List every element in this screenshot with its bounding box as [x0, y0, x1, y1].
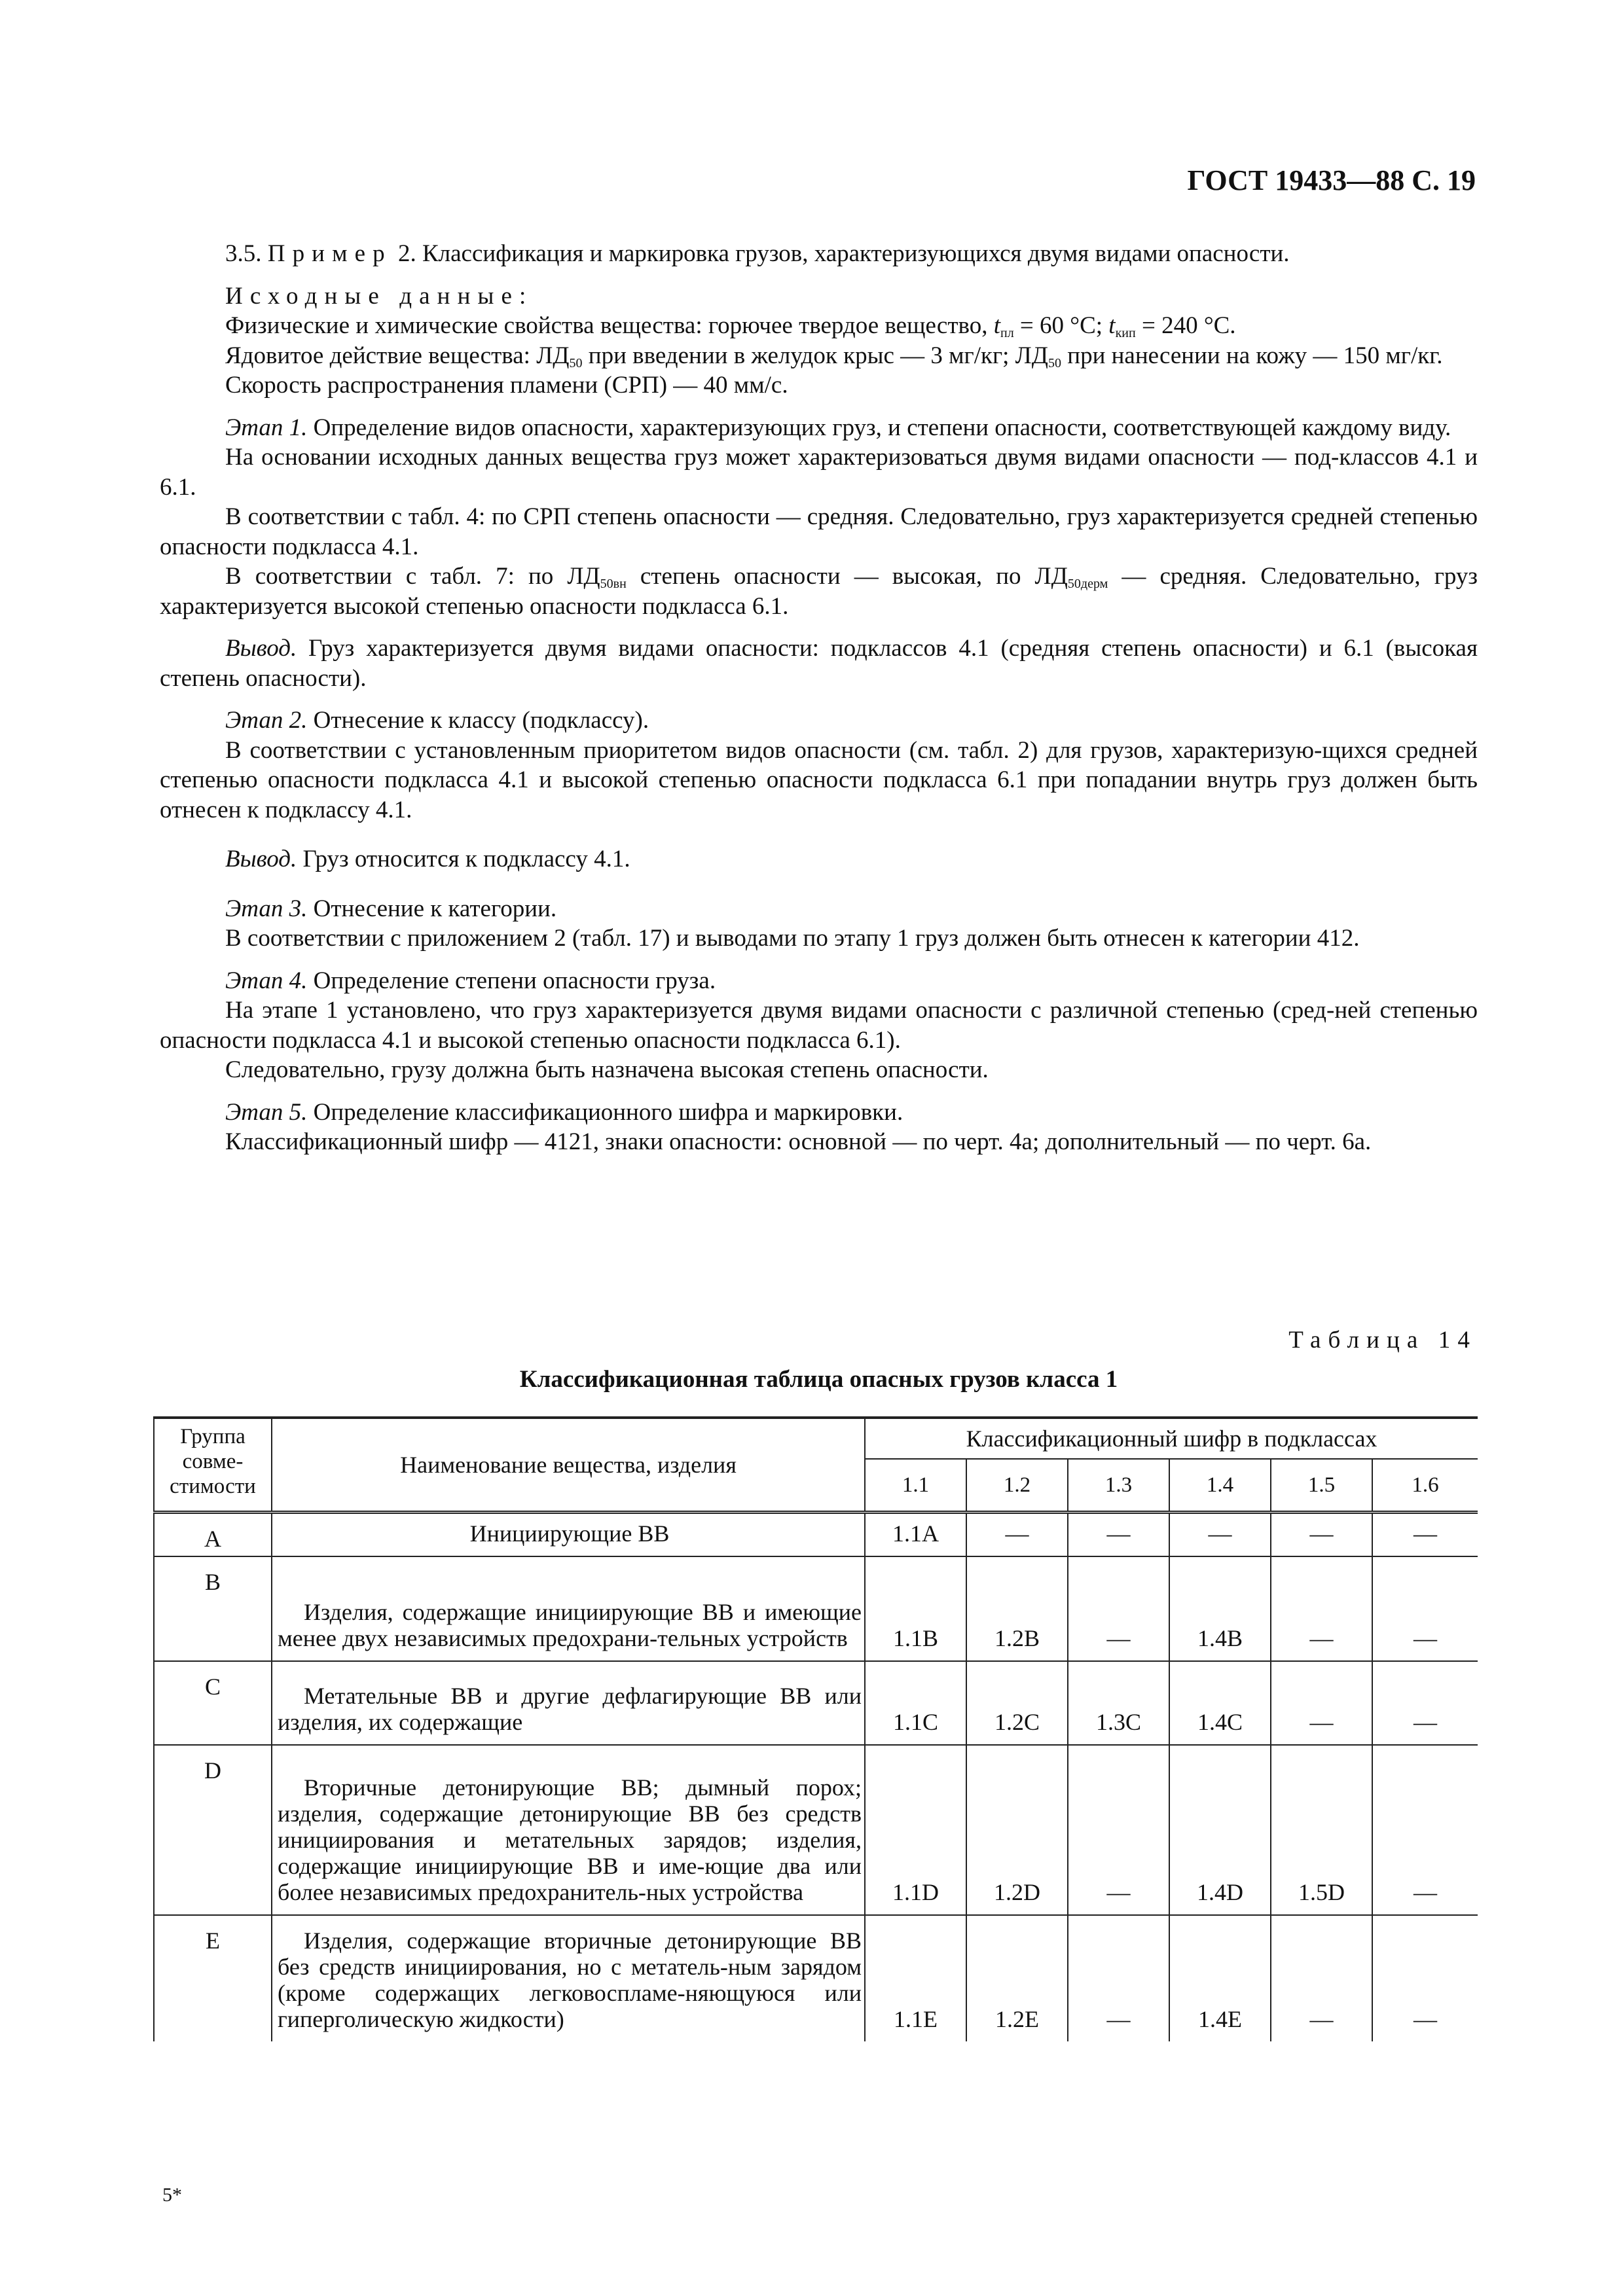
physical-text-c: = 240 °С.	[1135, 312, 1236, 339]
classification-code-cell: —	[1271, 1513, 1372, 1557]
classification-code-cell: —	[1068, 1556, 1169, 1661]
stage2-heading	[160, 706, 1478, 736]
stage3-heading	[160, 894, 1478, 924]
stage5-title: Определение классификационного шифра и маркировки.	[307, 1098, 903, 1126]
page-footer-mark: 5*	[162, 2184, 182, 2206]
example-heading	[160, 239, 1478, 269]
stage1-title: Определение видов опасности, характеризующих груз, и степени опасности, соответствующей каждому виду.	[307, 414, 1451, 441]
physical-text-b: = 60 °С;	[1013, 312, 1109, 339]
stage2-paragraph-1: В соответствии с установленным приоритетом видов опасности (см. табл. 2) для грузов, характеризую-щихся средней степенью опасности подкласса 4.1 и высокой степенью опасности подкласса 6.1 при попадании внутрь груз должен быть отнесен к подклассу 4.1.	[160, 736, 1478, 823]
table-row	[154, 1915, 1478, 2041]
stage1-label: Этап 1.	[225, 414, 308, 441]
classification-code-cell: 1.2С	[966, 1661, 1068, 1745]
document-body	[160, 239, 1478, 1157]
stage4-paragraph-2: Следовательно, грузу должна быть назначена высокая степень опасности.	[225, 1056, 989, 1083]
stage4-paragraph-1: На этапе 1 установлено, что груз характеризуется двумя видами опасности с различной степенью (сред-ней степенью опасности подкласса 4.1 и высокой степенью опасности подкласса 6.1).	[160, 997, 1478, 1054]
stage4-heading	[160, 966, 1478, 996]
compatibility-group-cell: C	[154, 1661, 272, 1745]
table-title: Классификационная таблица опасных грузов класса 1	[519, 1366, 1118, 1393]
stage2-title: Отнесение к классу (подклассу).	[307, 707, 649, 734]
stage1-conclusion-label: Вывод.	[225, 635, 297, 662]
substance-name-cell	[272, 1556, 865, 1661]
stage1-conclusion-text: Груз характеризуется двумя видами опасности: подклассов 4.1 (средняя степень опасности) и 6.1 (высокая степень опасности).	[160, 635, 1478, 692]
classification-code-cell: —	[1372, 1915, 1478, 2041]
melting-subscript: пл	[1000, 326, 1014, 340]
classification-code-cell: —	[1068, 1745, 1169, 1915]
substance-name-text: Изделия, содержащие вторичные детонирующие ВВ без средств инициирования, но с метатель-ным зарядом (кроме содержащих легковоспламе-няющуюся или гиперголическую жидкости)	[278, 1928, 862, 2032]
ld-oral-subscript: 50вн	[600, 577, 627, 591]
page-header: ГОСТ 19433—88 С. 19	[1187, 164, 1476, 196]
compatibility-group-cell: E	[154, 1915, 272, 2041]
substance-name-cell	[272, 1915, 865, 2041]
subclass-header: 1.5	[1271, 1459, 1372, 1513]
flame-speed: Скорость распространения пламени (СРП) — 40 мм/с.	[225, 372, 788, 399]
subclass-header: 1.4	[1169, 1459, 1271, 1513]
classification-code-cell: —	[1372, 1661, 1478, 1745]
substance-name-cell	[272, 1513, 865, 1557]
stage5-label: Этап 5.	[225, 1098, 308, 1126]
stage1-paragraph-2: В соответствии с табл. 4: по СРП степень опасности — средняя. Следовательно, груз характеризуется средней степенью опасности подкласса 4.1.	[160, 503, 1478, 560]
stage1-paragraph-3	[160, 562, 1478, 621]
t-symbol-1: t	[993, 312, 1000, 339]
stage3-paragraph-1: В соответствии с приложением 2 (табл. 17) и выводами по этапу 1 груз должен быть отнесен к категории 412.	[225, 925, 1360, 952]
classification-code-cell: 1.1D	[865, 1745, 966, 1915]
classification-code-cell: 1.2Е	[966, 1915, 1068, 2041]
compatibility-group-cell: B	[154, 1556, 272, 1661]
classification-code-cell: —	[1372, 1513, 1478, 1557]
stage2-conclusion	[160, 844, 1478, 874]
classification-code-cell: 1.5D	[1271, 1745, 1372, 1915]
classification-code-cell: 1.1А	[865, 1513, 966, 1557]
ld-subscript-1: 50	[569, 355, 583, 370]
substance-name-text: Вторичные детонирующие ВВ; дымный порох; изделия, содержащие детонирующие ВВ без средств инициирования и метательных зарядов; изделия, содержащие инициирующие ВВ и име-ющие два или более независимых предохранитель-ных устройства	[278, 1774, 862, 1905]
classification-code-cell: 1.1С	[865, 1661, 966, 1745]
classification-code-cell: 1.3С	[1068, 1661, 1169, 1745]
toxic-text-a: Ядовитое действие вещества: ЛД	[225, 342, 570, 369]
classification-table	[153, 1416, 1478, 2041]
classification-code-cell: —	[1372, 1556, 1478, 1661]
classification-code-cell: —	[1068, 1513, 1169, 1557]
classification-code-cell: 1.2D	[966, 1745, 1068, 1915]
classification-code-cell: —	[966, 1513, 1068, 1557]
table-row	[154, 1556, 1478, 1661]
stage3-label: Этап 3.	[225, 895, 308, 922]
classification-code-cell: 1.4D	[1169, 1745, 1271, 1915]
ld-dermal-subscript: 50дерм	[1067, 577, 1108, 591]
ld-subscript-2: 50	[1048, 355, 1062, 370]
classification-code-cell: 1.1В	[865, 1556, 966, 1661]
classification-code-cell: —	[1169, 1513, 1271, 1557]
stage4-title: Определение степени опасности груза.	[307, 967, 716, 994]
stage1-p3-text-a: В соответствии с табл. 7: по ЛД	[225, 563, 600, 590]
substance-name-text: Инициирующие ВВ	[469, 1520, 670, 1547]
stage1-heading	[160, 413, 1478, 443]
example-title: 2. Классификация и маркировка грузов, характеризующихся двумя видами опасности.	[397, 240, 1290, 267]
substance-name-text: Изделия, содержащие инициирующие ВВ и имеющие менее двух независимых предохрани-тельных устройств	[278, 1599, 862, 1651]
classification-code-cell: —	[1068, 1915, 1169, 2041]
classification-code-cell: 1.4В	[1169, 1556, 1271, 1661]
classification-code-cell: —	[1372, 1745, 1478, 1915]
boiling-subscript: кип	[1115, 326, 1136, 340]
compatibility-group-cell: A	[154, 1513, 272, 1557]
stage3-title: Отнесение к категории.	[307, 895, 557, 922]
stage1-p3-text-b: степень опасности — высокая, по ЛД	[626, 563, 1068, 590]
table-number: Таблица 14	[1288, 1327, 1477, 1354]
subclass-header: 1.3	[1068, 1459, 1169, 1513]
stage2-label: Этап 2.	[225, 707, 308, 734]
stage2-conclusion-label: Вывод.	[225, 846, 297, 872]
classification-code-cell: —	[1271, 1915, 1372, 2041]
subclass-header: 1.1	[865, 1459, 966, 1513]
classification-code-cell: 1.2В	[966, 1556, 1068, 1661]
classification-code-cell: 1.1Е	[865, 1915, 966, 2041]
header-compatibility-group: Группа совме-стимости	[154, 1418, 272, 1513]
stage5-paragraph-1: Классификационный шифр — 4121, знаки опасности: основной — по черт. 4а; дополнительный — по черт. 6а.	[225, 1128, 1372, 1155]
compatibility-group-cell: D	[154, 1745, 272, 1915]
example-label: Пример	[267, 240, 392, 267]
classification-code-cell: —	[1271, 1661, 1372, 1745]
initial-data-label: Исходные данные:	[225, 282, 534, 310]
stage1-p3-text-c: — средняя. Следовательно, груз характеризуется высокой степенью опасности подкласса 6.1.	[160, 563, 1478, 620]
stage5-heading	[160, 1098, 1478, 1128]
toxic-text-c: при нанесении на кожу — 150 мг/кг.	[1061, 342, 1443, 369]
toxic-properties	[160, 341, 1478, 371]
classification-code-cell: 1.4Е	[1169, 1915, 1271, 2041]
header-substance-name: Наименование вещества, изделия	[272, 1418, 865, 1513]
initial-data-label-paragraph	[160, 281, 1478, 312]
substance-name-text: Метательные ВВ и другие дефлагирующие ВВ или изделия, их содержащие	[278, 1683, 862, 1735]
table-row	[154, 1661, 1478, 1745]
stage1-conclusion	[160, 634, 1478, 693]
table-row	[154, 1513, 1478, 1557]
table-row	[154, 1745, 1478, 1915]
t-symbol-2: t	[1108, 312, 1116, 339]
stage4-label: Этап 4.	[225, 967, 308, 994]
classification-code-cell: —	[1271, 1556, 1372, 1661]
substance-name-cell	[272, 1745, 865, 1915]
toxic-text-b: при введении в желудок крыс — 3 мг/кг; ЛД	[582, 342, 1049, 369]
subclass-header: 1.2	[966, 1459, 1068, 1513]
substance-name-cell	[272, 1661, 865, 1745]
stage1-paragraph-1: На основании исходных данных вещества груз может характеризоваться двумя видами опасности — под-классов 4.1 и 6.1.	[160, 444, 1478, 501]
example-number: 3.5.	[225, 240, 262, 267]
physical-properties	[160, 311, 1478, 341]
subclass-header: 1.6	[1372, 1459, 1478, 1513]
physical-text-a: Физические и химические свойства вещества: горючее твердое вещество,	[225, 312, 994, 339]
classification-table-body	[154, 1513, 1478, 2042]
stage2-conclusion-text: Груз относится к подклассу 4.1.	[297, 846, 630, 872]
classification-code-cell: 1.4С	[1169, 1661, 1271, 1745]
header-classification-codes: Классификационный шифр в подклассах	[865, 1418, 1478, 1459]
